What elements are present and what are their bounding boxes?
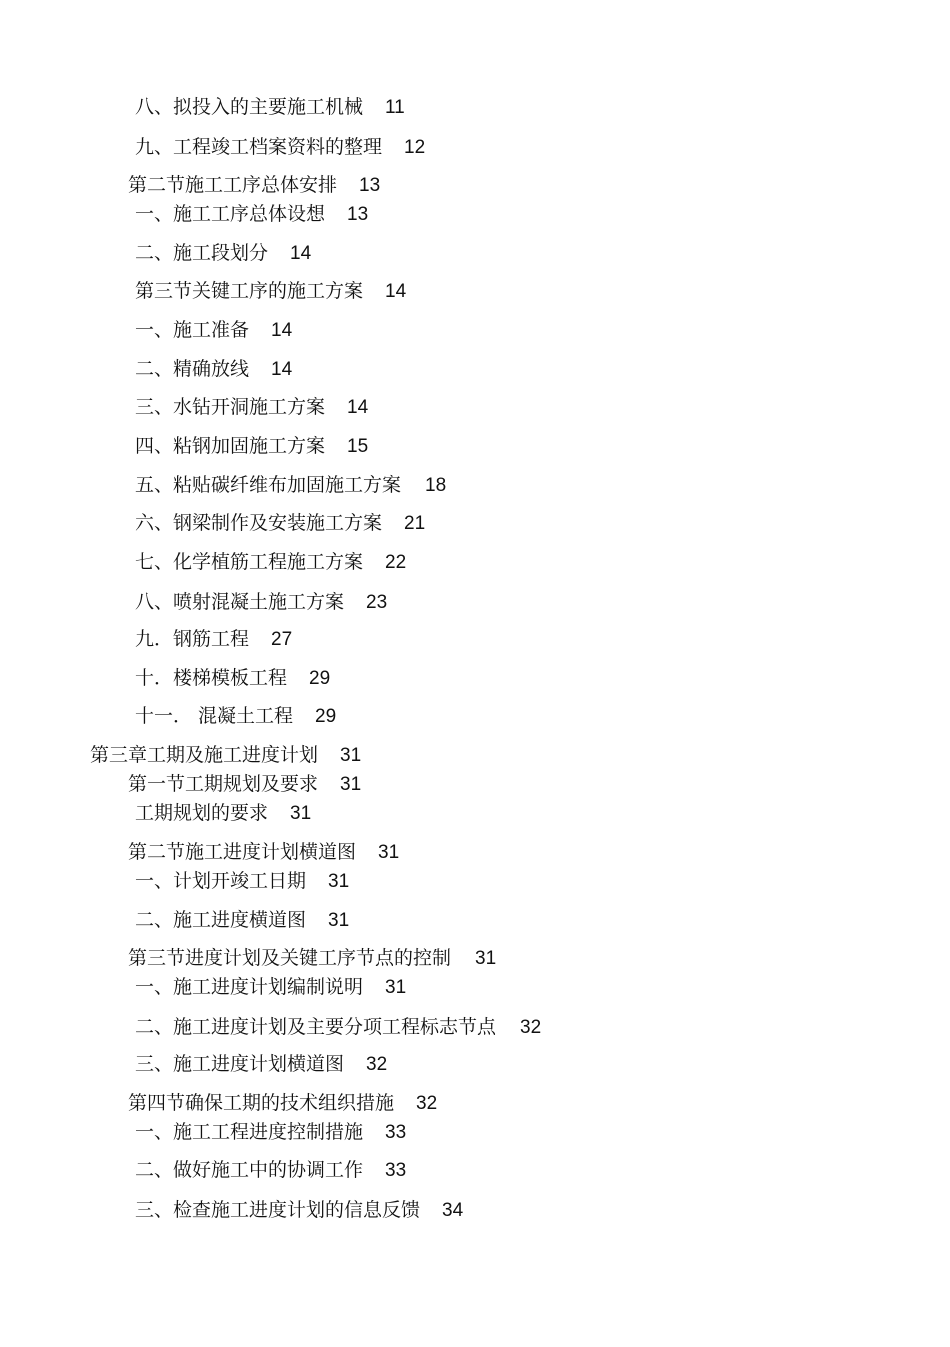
toc-entry-title: 第三章工期及施工进度计划	[90, 744, 319, 766]
toc-entry-title: 三、施工进度计划横道图	[135, 1053, 345, 1075]
toc-entry-title: 一、施工准备	[135, 319, 250, 341]
toc-entry-title: 第二节施工工序总体安排	[128, 174, 338, 196]
toc-entry	[135, 241, 311, 265]
toc-entry	[135, 395, 368, 419]
toc-entry-page: 32	[520, 1017, 542, 1038]
toc-entry-title: 二、施工进度计划及主要分项工程标志节点	[135, 1016, 497, 1038]
toc-entry-title: 七、化学植筋工程施工方案	[135, 551, 364, 573]
toc-entry	[135, 434, 368, 458]
toc-entry	[135, 135, 425, 159]
toc-entry-page: 31	[328, 871, 350, 892]
toc-entry-title: 第三节关键工序的施工方案	[135, 280, 364, 302]
toc-entry-title: 第一节工期规划及要求	[128, 773, 319, 795]
toc-entry-page: 14	[347, 397, 369, 418]
toc-entry-page: 29	[315, 706, 337, 727]
toc-entry-title: 第二节施工进度计划横道图	[128, 841, 357, 863]
toc-entry	[135, 202, 368, 226]
toc-entry-page: 18	[425, 475, 447, 496]
toc-entry	[135, 627, 292, 651]
toc-entry-page: 31	[340, 774, 362, 795]
toc-section	[128, 173, 380, 197]
toc-entry-title: 九．钢筋工程	[135, 628, 250, 650]
toc-entry-title: 九、工程竣工档案资料的整理	[135, 136, 383, 158]
toc-entry-page: 14	[385, 281, 407, 302]
toc-entry-title: 第三节进度计划及关键工序节点的控制	[128, 947, 452, 969]
toc-entry	[135, 666, 330, 690]
toc-section	[128, 772, 361, 796]
toc-entry	[135, 473, 446, 497]
toc-entry-page: 27	[271, 629, 293, 650]
toc-entry	[135, 1052, 387, 1076]
toc-entry-title: 三、水钻开洞施工方案	[135, 396, 326, 418]
toc-entry-page: 11	[385, 97, 405, 118]
toc-entry-title: 十．楼梯模板工程	[135, 667, 288, 689]
toc-entry-page: 33	[385, 1160, 407, 1181]
toc-entry-page: 29	[309, 668, 331, 689]
toc-entry	[135, 801, 311, 825]
toc-entry	[135, 1158, 406, 1182]
toc-entry-page: 14	[271, 320, 293, 341]
toc-entry-page: 23	[366, 592, 388, 613]
toc-entry	[135, 1120, 406, 1144]
toc-entry-title: 二、施工段划分	[135, 242, 269, 264]
toc-entry	[135, 550, 406, 574]
toc-entry-page: 21	[404, 513, 426, 534]
toc-entry-title: 八、拟投入的主要施工机械	[135, 96, 364, 118]
toc-entry-page: 31	[475, 948, 497, 969]
toc-entry-title: 一、施工进度计划编制说明	[135, 976, 364, 998]
toc-entry	[135, 590, 387, 614]
toc-entry-title: 一、计划开竣工日期	[135, 870, 307, 892]
toc-entry-page: 13	[359, 175, 381, 196]
toc-entry-title: 六、钢梁制作及安装施工方案	[135, 512, 383, 534]
toc-entry-title: 二、施工进度横道图	[135, 909, 307, 931]
toc-entry-page: 15	[347, 436, 369, 457]
toc-entry-title: 二、做好施工中的协调工作	[135, 1159, 364, 1181]
toc-entry-page: 12	[404, 137, 426, 158]
toc-entry-title: 八、喷射混凝土施工方案	[135, 591, 345, 613]
toc-entry-page: 32	[366, 1054, 388, 1075]
toc-entry-title: 一、施工工序总体设想	[135, 203, 326, 225]
toc-entry	[135, 95, 405, 119]
toc-section	[135, 279, 406, 303]
toc-entry	[135, 1015, 541, 1039]
toc-entry-title: 工期规划的要求	[135, 802, 269, 824]
toc-entry-title: 一、施工工程进度控制措施	[135, 1121, 364, 1143]
toc-entry-page: 34	[442, 1200, 464, 1221]
toc-entry	[135, 975, 406, 999]
toc-entry	[135, 511, 425, 535]
toc-entry	[135, 318, 292, 342]
toc-section	[128, 840, 399, 864]
toc-entry-page: 13	[347, 204, 369, 225]
toc-entry-page: 31	[328, 910, 350, 931]
toc-entry-title: 五、粘贴碳纤维布加固施工方案	[135, 474, 402, 496]
toc-entry-title: 第四节确保工期的技术组织措施	[128, 1092, 395, 1114]
toc-entry-title: 四、粘钢加固施工方案	[135, 435, 326, 457]
toc-entry-page: 33	[385, 1122, 407, 1143]
toc-entry-title: 三、检查施工进度计划的信息反馈	[135, 1199, 421, 1221]
toc-entry	[135, 908, 349, 932]
toc-entry	[135, 869, 349, 893]
toc-section	[128, 1091, 437, 1115]
toc-entry-page: 31	[290, 803, 312, 824]
toc-entry-page: 14	[271, 359, 293, 380]
toc-entry-title: 十一． 混凝土工程	[135, 705, 294, 727]
toc-section	[128, 946, 496, 970]
toc-entry	[135, 704, 336, 728]
toc-entry-title: 二、精确放线	[135, 358, 250, 380]
toc-entry-page: 22	[385, 552, 407, 573]
toc-entry-page: 31	[340, 745, 362, 766]
toc-entry	[135, 357, 292, 381]
toc-chapter	[90, 743, 361, 767]
toc-entry-page: 31	[378, 842, 400, 863]
toc-entry-page: 31	[385, 977, 407, 998]
toc-entry-page: 32	[416, 1093, 438, 1114]
toc-entry	[135, 1198, 463, 1222]
toc-entry-page: 14	[290, 243, 312, 264]
